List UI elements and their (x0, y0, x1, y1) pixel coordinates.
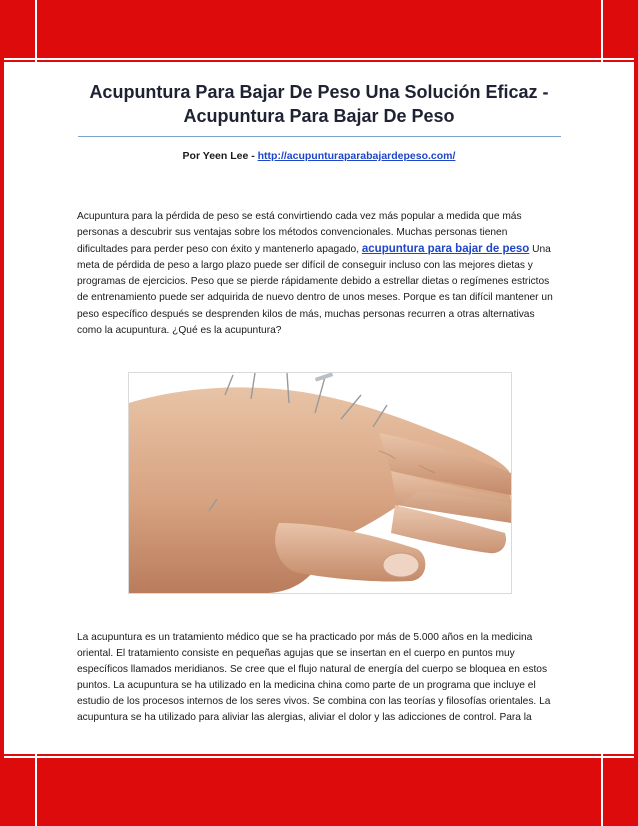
inline-keyword-link[interactable]: acupuntura para bajar de peso (361, 243, 530, 256)
paragraph-intro (77, 209, 561, 339)
hand-acupuncture-illustration (129, 373, 511, 593)
byline (0, 150, 638, 162)
bottom-red-band (0, 758, 638, 826)
thumbnail-shape (383, 553, 419, 577)
byline-url-link[interactable]: http://acupunturaparabajardepeso.com/ (257, 150, 456, 162)
title-divider (78, 136, 561, 137)
left-red-edge (0, 58, 4, 758)
left-frame-line (35, 0, 37, 826)
paragraph-acupuncture-history: La acupuntura es un tratamiento médico que se ha practicado por más de 5.000 años en la medicina oriental. El tratamiento consiste en pequeñas agujas que se insertan en el cuerpo en puntos muy específicos llamados meridianos. Se cree que el flujo natural de energía del cuerpo se bloquea en estos puntos. La acupuntura se ha utilizado en la medicina china como parte de un programa que incluye el estudio de los procesos internos de los seres vivos. Se combina con las teorías y filosofías orientales. La acupuntura se ha utilizado para aliviar las alergias, aliviar el dolor y las adicciones de control. Para la (77, 632, 551, 724)
right-red-edge (634, 58, 638, 758)
byline-author: Por Yeen Lee - (182, 150, 258, 162)
paragraph-intro-text-a: Acupuntura para la pérdida de peso se está convirtiendo cada vez más popular a medida que más personas a descubrir sus ventajas sobre los métodos convencionales. Muchas personas tienen dificultades para perder peso con éxito y mantenerlo apagado, (77, 211, 522, 256)
top-red-band (0, 0, 638, 58)
paragraph-intro-text-b: Una meta de pérdida de peso a largo plazo puede ser difícil de conseguir incluso con las mejores dietas y programas de ejercicios. Peso que se pierde rápidamente debido a estrellar dietas o regímenes estrictos de entrenamiento puede ser adquirida de nuevo dentro de unos meses. Porque es tan difícil mantener un peso específico después se desprenden kilos de más, muchas personas recurren a otras alternativas como la acupuntura. ¿Qué es la acupuntura? (77, 244, 553, 336)
document-title: Acupuntura Para Bajar De Peso Una Solución Eficaz - Acupuntura Para Bajar De Peso (89, 82, 549, 126)
top-red-rule (0, 60, 638, 62)
bottom-red-rule (0, 754, 638, 756)
hand-acupuncture-photo (128, 372, 512, 594)
right-frame-line (601, 0, 603, 826)
